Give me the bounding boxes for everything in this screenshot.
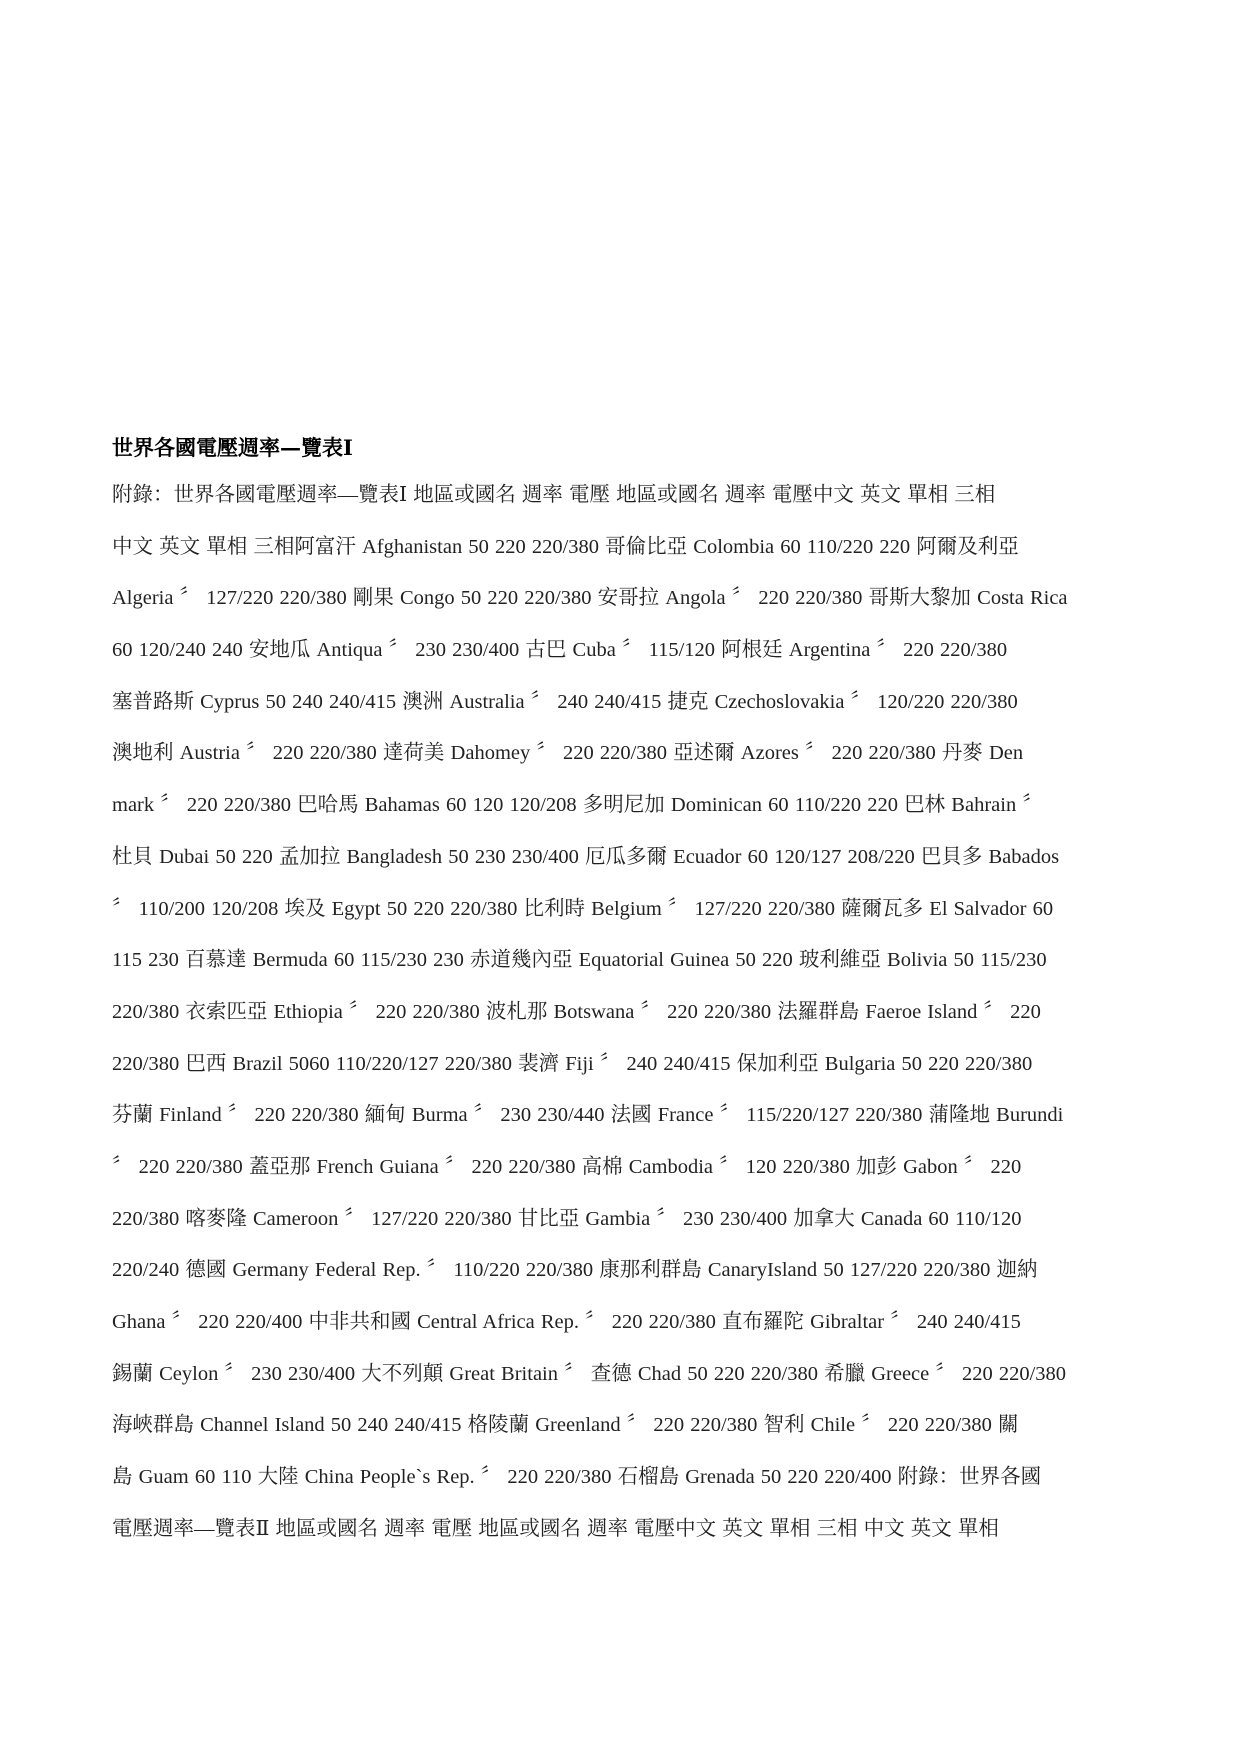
text-line: 杜貝 Dubai 50 220 孟加拉 Bangladesh 50 230 230/400 厄瓜多爾 Ecuador 60 120/127 208/220 巴貝多 Babados: [112, 845, 1060, 868]
text-line: 115 230 百慕達 Bermuda 60 115/230 230 赤道幾內亞 Equatorial Guinea 50 220 玻利維亞 Bolivia 50 115/230: [112, 949, 1047, 972]
text-line: 220/380 衣索匹亞 Ethiopia 〞 220 220/380 波札那 Botswana 〞 220 220/380 法羅群島 Faeroe Island 〞 220: [112, 1000, 1041, 1023]
text-line: Ghana 〞 220 220/400 中非共和國 Central Africa Rep. 〞 220 220/380 直布羅陀 Gibraltar 〞 240 240/415: [112, 1311, 1021, 1333]
document-body: [112, 480, 1172, 1565]
text-line: 附錄：世界各國電壓週率—覽表Ⅰ 地區或國名 週率 電壓 地區或國名 週率 電壓中文 英文 單相 三相: [112, 484, 996, 506]
text-line: 220/380 喀麥隆 Cameroon 〞 127/220 220/380 甘比亞 Gambia 〞 230 230/400 加拿大 Canada 60 110/120: [112, 1207, 1022, 1230]
text-line: 海峽群島 Channel Island 50 240 240/415 格陵蘭 Greenland 〞 220 220/380 智利 Chile 〞 220 220/380 關: [112, 1414, 1019, 1437]
text-line: 〞 110/200 120/208 埃及 Egypt 50 220 220/380 比利時 Belgium 〞 127/220 220/380 薩爾瓦多 El Salvador 60: [112, 897, 1054, 920]
text-line: 〞 220 220/380 蓋亞那 French Guiana 〞 220 220/380 高棉 Cambodia 〞 120 220/380 加彭 Gabon 〞 220: [112, 1155, 1022, 1178]
text-line: 220/380 巴西 Brazil 5060 110/220/127 220/380 裴濟 Fiji 〞 240 240/415 保加利亞 Bulgaria 50 220 220/380: [112, 1052, 1033, 1075]
text-line: 中文 英文 單相 三相阿富汗 Afghanistan 50 220 220/380 哥倫比亞 Colombia 60 110/220 220 阿爾及利亞: [112, 535, 1019, 558]
text-line: 島 Guam 60 110 大陸 China People`s Rep. 〞 220 220/380 石榴島 Grenada 50 220 220/400 附錄：世界各國: [112, 1466, 1042, 1489]
text-line: 塞普路斯 Cyprus 50 240 240/415 澳洲 Australia 〞 240 240/415 捷克 Czechoslovakia 〞 120/220 220/380: [112, 690, 1018, 713]
text-line: 澳地利 Austria 〞 220 220/380 達荷美 Dahomey 〞 220 220/380 亞述爾 Azores 〞 220 220/380 丹麥 Den: [112, 742, 1024, 765]
text-line: 錫蘭 Ceylon 〞 230 230/400 大不列顛 Great Britain 〞 查德 Chad 50 220 220/380 希臘 Greece 〞 220 220/380: [112, 1362, 1067, 1385]
document-title: 世界各國電壓週率—覽表Ⅰ: [112, 435, 353, 460]
text-line: 220/240 德國 Germany Federal Rep. 〞 110/220 220/380 康那利群島 CanaryIsland 50 127/220 220/380 迦納: [112, 1259, 1038, 1282]
text-line: 芬蘭 Finland 〞 220 220/380 緬甸 Burma 〞 230 230/440 法國 France 〞 115/220/127 220/380 蒲隆地 Burundi: [112, 1104, 1064, 1127]
text-line: mark 〞 220 220/380 巴哈馬 Bahamas 60 120 120/208 多明尼加 Dominican 60 110/220 220 巴林 Bahrain 〞: [112, 794, 1043, 817]
text-line: 60 120/240 240 安地瓜 Antiqua 〞 230 230/400 古巴 Cuba 〞 115/120 阿根廷 Argentina 〞 220 220/380: [112, 639, 1008, 662]
text-line: Algeria 〞 127/220 220/380 剛果 Congo 50 220 220/380 安哥拉 Angola 〞 220 220/380 哥斯大黎加 Costa Rica: [112, 587, 1068, 610]
text-line: 電壓週率—覽表Ⅱ 地區或國名 週率 電壓 地區或國名 週率 電壓中文 英文 單相 三相 中文 英文 單相: [112, 1517, 999, 1540]
